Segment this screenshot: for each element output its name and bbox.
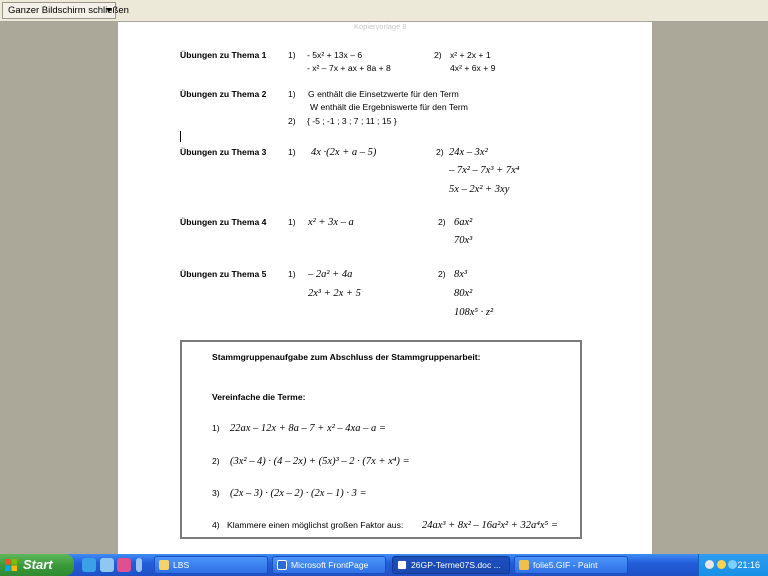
item-number: 2) xyxy=(212,456,220,466)
formula: 24x – 3x² xyxy=(449,147,488,158)
answer-text: { -5 ; -1 ; 3 ; 7 ; 11 ; 15 } xyxy=(307,116,397,126)
item-number: 1) xyxy=(288,50,296,60)
formula: x² + 3x – a xyxy=(308,217,354,228)
taskbar-item-word-document[interactable] xyxy=(392,556,510,574)
item-number: 1) xyxy=(212,423,220,433)
start-button[interactable] xyxy=(0,554,74,576)
task-label: LBS xyxy=(173,560,190,570)
item-number: 1) xyxy=(288,217,296,227)
document-workspace xyxy=(0,22,768,554)
close-fullscreen-button[interactable] xyxy=(2,2,129,19)
formula: 24ax³ + 8x² – 16a²x² + 32a⁴x⁵ = xyxy=(422,520,558,531)
item-number: 1) xyxy=(288,147,296,157)
fullscreen-toolbar xyxy=(0,0,768,22)
answer-text: G enthält die Einsetzwerte für den Term xyxy=(308,89,459,99)
formula: (3x² – 4) · (4 – 2x) + (5x)³ – 2 · (7x + x⁴) = xyxy=(230,456,410,467)
formula: 108x⁵ · z² xyxy=(454,307,494,318)
task-instruction: Klammere einen möglichst großen Faktor aus: xyxy=(227,520,404,530)
page-header-hint: Kopiervorlage 8 xyxy=(354,22,407,31)
item-number: 4) xyxy=(212,520,220,530)
volume-icon[interactable] xyxy=(717,560,726,569)
item-number: 2) xyxy=(436,147,444,157)
answer-text: - x² – 7x + ax + 8a + 8 xyxy=(307,63,391,73)
section-label-thema-5: Übungen zu Thema 5 xyxy=(180,269,267,279)
item-number: 2) xyxy=(438,269,446,279)
formula: 5x – 2x² + 3xy xyxy=(449,184,510,195)
formula: 4x ·(2x + a – 5) xyxy=(311,147,377,158)
item-number: 3) xyxy=(212,488,220,498)
internet-explorer-icon[interactable] xyxy=(82,558,96,572)
section-label-thema-4: Übungen zu Thema 4 xyxy=(180,217,267,227)
task-label: Microsoft FrontPage xyxy=(291,560,369,570)
task-label: folie5.GIF - Paint xyxy=(533,560,598,570)
answer-text: x² + 2x + 1 xyxy=(450,50,491,60)
answer-text: W enthält die Ergebniswerte für den Term xyxy=(310,102,468,112)
formula: 80x² xyxy=(454,288,473,299)
start-label: Start xyxy=(23,557,53,572)
taskbar-item-paint[interactable] xyxy=(514,556,628,574)
quicklaunch-overflow-icon[interactable] xyxy=(136,558,142,572)
section-label-thema-3: Übungen zu Thema 3 xyxy=(180,147,267,157)
item-number: 2) xyxy=(434,50,442,60)
formula: 8x³ xyxy=(454,269,468,280)
item-number: 2) xyxy=(288,116,296,126)
taskbar xyxy=(0,554,768,576)
task-label: 26GP-Terme07S.doc ... xyxy=(411,560,501,570)
item-number: 1) xyxy=(288,269,296,279)
box-title: Stammgruppenaufgabe zum Abschluss der Stammgruppenarbeit: xyxy=(212,352,481,362)
system-tray xyxy=(698,554,768,576)
section-label-thema-1: Übungen zu Thema 1 xyxy=(180,50,267,60)
formula: 22ax – 12x + 8a – 7 + x² – 4xa – a = xyxy=(230,423,386,434)
formula: 70x³ xyxy=(454,235,473,246)
group-task-box xyxy=(180,340,582,539)
answer-text: 4x² + 6x + 9 xyxy=(450,63,496,73)
box-subtitle: Vereinfache die Terme: xyxy=(212,392,306,402)
section-label-thema-2: Übungen zu Thema 2 xyxy=(180,89,267,99)
answer-text: - 5x² + 13x – 6 xyxy=(307,50,363,60)
item-number: 1) xyxy=(288,89,296,99)
formula: 2x³ + 2x + 5 xyxy=(308,288,361,299)
formula: (2x – 3) · (2x – 2) · (2x – 1) · 3 = xyxy=(230,488,367,499)
paint-icon xyxy=(519,560,529,570)
frontpage-icon xyxy=(277,560,287,570)
word-icon xyxy=(397,560,407,570)
windows-logo-icon xyxy=(5,559,17,571)
clock[interactable]: 21:16 xyxy=(737,560,760,570)
formula: 6ax² xyxy=(454,217,473,228)
chevron-down-icon[interactable] xyxy=(106,8,112,12)
folder-icon xyxy=(159,560,169,570)
tray-arrow-icon[interactable] xyxy=(705,560,714,569)
item-number: 2) xyxy=(438,217,446,227)
desktop-icon[interactable] xyxy=(100,558,114,572)
close-fullscreen-label: Ganzer Bildschirm schließen xyxy=(8,5,129,16)
taskbar-item-frontpage[interactable] xyxy=(272,556,386,574)
network-icon[interactable] xyxy=(728,560,737,569)
document-page[interactable] xyxy=(118,22,652,554)
text-cursor xyxy=(180,131,181,142)
quicklaunch-app-icon[interactable] xyxy=(117,558,131,572)
taskbar-item-lbs[interactable] xyxy=(154,556,268,574)
formula: – 7x² – 7x³ + 7x⁴ xyxy=(449,165,520,176)
formula: – 2a² + 4a xyxy=(308,269,353,280)
